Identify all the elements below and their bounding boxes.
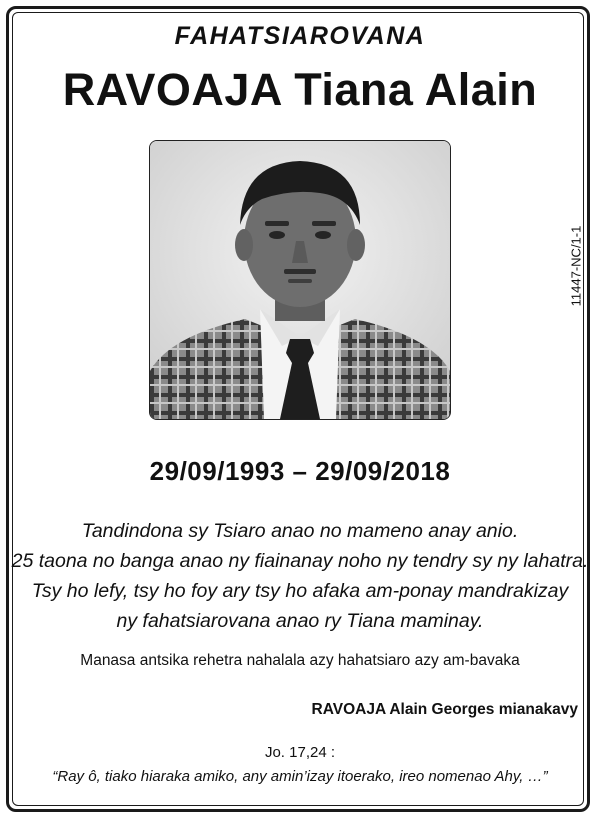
poem-line: 25 taona no banga anao ny fiainanay noho ny tendry sy ny lahatra. <box>11 550 589 572</box>
deceased-name: RAVOAJA Tiana Alain <box>62 64 538 115</box>
notice-heading: FAHATSIAROVANA <box>174 22 426 50</box>
life-dates: 29/09/1993 – 29/09/2018 <box>149 456 451 486</box>
invitation-text: Manasa antsika rehetra nahalala azy hahatsiaro azy am-bavaka <box>80 652 520 669</box>
portrait-illustration <box>150 141 450 419</box>
reference-code: 11447-NC/1-1 <box>568 225 584 307</box>
bible-reference: Jo. 17,24 : <box>264 744 336 761</box>
portrait-photo <box>149 140 451 420</box>
poem-line: ny fahatsiarovana anao ry Tiana maminay. <box>116 610 484 632</box>
poem-line: Tandindona sy Tsiaro anao no mameno anay anio. <box>81 520 519 542</box>
poem-line: Tsy ho lefy, tsy ho foy ary tsy ho afaka am-ponay mandrakizay <box>31 580 569 602</box>
bible-quote: “Ray ô, tiako hiaraka amiko, any amin’izay itoerako, ireo nomenao Ahy, …” <box>52 768 548 785</box>
tribute-poem <box>0 516 600 636</box>
family-signature: RAVOAJA Alain Georges mianakavy <box>311 701 578 718</box>
